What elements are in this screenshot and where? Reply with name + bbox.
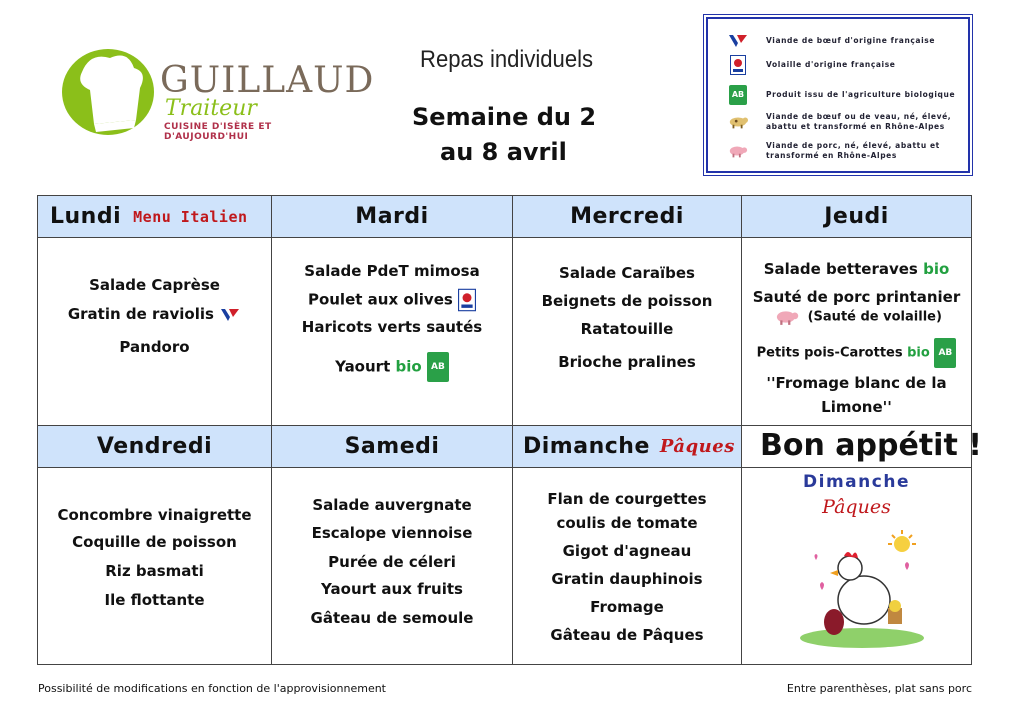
menu-item: Ratatouille [580, 320, 674, 338]
day-header-vendredi [38, 426, 272, 468]
legend-row [728, 85, 968, 105]
menu-item: Coquille de poisson [72, 533, 237, 551]
easter-title: Dimanche [803, 472, 910, 492]
day-menu-vendredi [38, 468, 272, 664]
day-name: Jeudi [824, 204, 889, 229]
menu-item-row [742, 260, 971, 278]
menu-item-row [272, 352, 512, 382]
menu-item: Gratin dauphinois [551, 570, 703, 588]
cow-icon [728, 112, 748, 132]
viande-francaise-icon [728, 31, 748, 51]
menu-item: Gigot d'agneau [562, 542, 692, 560]
day-menu-dimanche [513, 468, 742, 664]
pig-icon [771, 308, 803, 326]
day-menu-samedi [272, 468, 513, 664]
bon-appetit-text: Bon appétit ! [760, 428, 982, 463]
legend-text: Volaille d'origine française [766, 60, 896, 69]
day-header-dimanche [513, 426, 742, 468]
legend-row [728, 55, 968, 75]
day-name: Mercredi [570, 204, 684, 229]
day-header-mercredi [513, 196, 742, 238]
week-line-1: Semaine du 2 [412, 103, 597, 131]
menu-item: Sauté de porc printanier [752, 288, 961, 306]
menu-item: Purée de céleri [328, 553, 456, 571]
legend-text: Viande de bœuf d'origine française [766, 36, 936, 45]
legend-text: Produit issu de l'agriculture biologique [766, 90, 956, 99]
day-header-samedi [272, 426, 513, 468]
day-name: Lundi [50, 204, 122, 229]
legend-box [706, 17, 970, 173]
day-header-jeudi [742, 196, 971, 238]
day-name: Vendredi [96, 434, 213, 459]
day-menu-lundi [38, 238, 272, 426]
menu-item: Limone'' [821, 398, 892, 416]
menu-item: Yaourt aux fruits [321, 580, 463, 598]
legend-text: Viande de porc, né, élevé, abattu et transformé en Rhône-Alpes [766, 141, 940, 160]
viande-francaise-icon [219, 308, 241, 322]
easter-subtitle: Pâques [822, 496, 891, 518]
easter-chicken-illustration-icon [792, 530, 932, 650]
volaille-francaise-icon [458, 288, 476, 312]
menu-item: Salade Caprèse [89, 276, 220, 294]
page-title: Repas individuels [420, 46, 594, 73]
menu-item: Riz basmati [105, 562, 204, 580]
day-menu-mardi [272, 238, 513, 426]
menu-item: Concombre vinaigrette [57, 506, 252, 524]
easter-cell [742, 468, 971, 664]
menu-item-row [272, 288, 512, 312]
menu-item: Salade Caraïbes [559, 264, 695, 282]
logo-script: Traiteur [165, 96, 257, 121]
bio-label: bio [923, 260, 950, 278]
legend-row [728, 31, 968, 51]
day-theme: Menu Italien [133, 207, 248, 226]
menu-item: Brioche pralines [558, 353, 696, 371]
day-name: Mardi [355, 204, 429, 229]
footer-note-right: Entre parenthèses, plat sans porc [786, 682, 972, 695]
guillaud-logo [60, 42, 375, 142]
menu-item: Flan de courgettes [547, 490, 707, 508]
ab-bio-icon: AB [934, 338, 956, 368]
day-name: Samedi [344, 434, 440, 459]
menu-item: ''Fromage blanc de la [766, 374, 947, 392]
day-header-lundi [38, 196, 272, 238]
legend-text: Viande de bœuf ou de veau, né, élevé, abattu et transformé en Rhône-Alpes [766, 112, 952, 131]
menu-item: Haricots verts sautés [301, 318, 483, 336]
day-theme: Pâques [659, 436, 735, 457]
menu-item: Gâteau de Pâques [550, 626, 704, 644]
footer-note-left: Possibilité de modifications en fonction de l'approvisionnement [38, 682, 386, 695]
menu-item: Beignets de poisson [541, 292, 713, 310]
legend-row [728, 141, 968, 161]
menu-item: Escalope viennoise [311, 524, 473, 542]
day-header-mardi [272, 196, 513, 238]
menu-item: Gâteau de semoule [310, 609, 474, 627]
menu-item: Yaourt [335, 357, 391, 376]
menu-item: Salade PdeT mimosa [304, 262, 480, 280]
logo-subtitle: CUISINE D'ISÈRE ET D'AUJOURD'HUI [164, 122, 272, 142]
logo-brand: GUILLAUD [160, 60, 375, 101]
menu-item-row [742, 308, 971, 326]
menu-item: Salade auvergnate [312, 496, 472, 514]
day-menu-jeudi [742, 238, 971, 426]
menu-item: Gratin de raviolis [67, 305, 214, 323]
legend-row [728, 112, 968, 132]
menu-item-row [38, 305, 271, 323]
menu-item-row [742, 338, 971, 368]
menu-item: (Sauté de volaille) [807, 309, 942, 325]
week-line-2: au 8 avril [440, 138, 567, 166]
menu-item: Salade betteraves [763, 260, 918, 278]
menu-item: Poulet aux olives [307, 290, 453, 309]
menu-item: Ile flottante [104, 591, 205, 609]
bio-label: bio [395, 357, 422, 376]
ab-bio-icon: AB [728, 85, 748, 105]
menu-item: Petits pois-Carottes [756, 345, 903, 361]
bio-label: bio [907, 345, 930, 361]
pig-icon [728, 141, 748, 161]
day-menu-mercredi [513, 238, 742, 426]
menu-item: Fromage [590, 598, 664, 616]
ab-bio-icon: AB [427, 352, 449, 382]
menu-item: Pandoro [119, 338, 190, 356]
menu-item: coulis de tomate [556, 514, 698, 532]
volaille-francaise-icon [728, 55, 748, 75]
day-name: Dimanche [523, 434, 650, 459]
chef-hat-logo-icon [60, 42, 160, 142]
